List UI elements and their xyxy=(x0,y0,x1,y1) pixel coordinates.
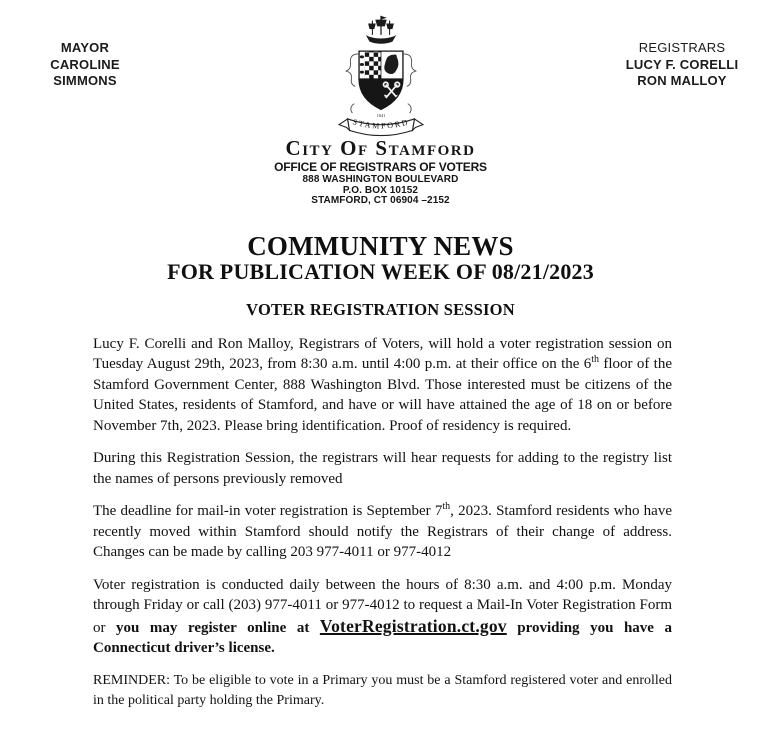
paragraph-daily-hours xyxy=(93,575,672,659)
letterhead xyxy=(0,138,761,207)
registrar-name-2: RON MALLOY xyxy=(637,73,727,88)
voter-registration-link[interactable]: VoterRegistration.ct.gov xyxy=(319,615,507,636)
p3-text-a: The deadline for mail-in voter registration is September 7 xyxy=(93,503,443,519)
page-title: COMMUNITY NEWS xyxy=(247,230,514,261)
p3-ordinal-sup: th xyxy=(442,501,451,512)
p4-bold-tail: providing you have a Connecticut driver’s license. xyxy=(93,619,673,656)
p4-text: Voter registration is conducted daily between the hours of 8:30 a.m. and 4:00 p.m. Monday through Friday or call (203) 977-4011 or 977-4012 to request a Mail-In Voter Registration Form or xyxy=(93,576,672,636)
registrar-name-1: LUCY F. CORELLI xyxy=(625,56,739,72)
stamford-city-seal-icon xyxy=(333,12,429,138)
body-copy xyxy=(0,334,761,712)
mayor-name: CAROLINE SIMMONS xyxy=(50,56,120,88)
registrars-label: REGISTRARS xyxy=(638,40,726,55)
address-street: 888 WASHINGTON BOULEVARD xyxy=(302,174,459,185)
paragraph-registration-session xyxy=(93,334,672,437)
paragraph-mail-in-deadline xyxy=(93,501,672,563)
headline-block xyxy=(0,232,761,319)
p1-text-a: Lucy F. Corelli and Ron Malloy, Registrars of Voters, will hold a voter registration session on Tuesday August 29th, 2023, from 8:30 a.m. until 4:00 p.m. at their office on the 6 xyxy=(93,335,672,372)
paragraph-registry-requests: During this Registration Session, the registrars will hear requests for adding to the registry list the names of persons previously removed xyxy=(93,450,672,487)
seal-banner-text: STAMFORD xyxy=(351,117,410,131)
publication-week: FOR PUBLICATION WEEK OF 08/21/2023 xyxy=(167,258,594,284)
seal-date: 1641 xyxy=(376,113,385,118)
ship-icon xyxy=(365,16,396,44)
reminder-note: REMINDER: To be eligible to vote in a Primary you must be a Stamford registered voter and enrolled in the political party holding the Primary. xyxy=(93,672,672,708)
address-pobox: P.O. BOX 10152 xyxy=(342,184,419,196)
registrars-block xyxy=(611,40,753,90)
office-name: OFFICE OF REGISTRARS OF VOTERS xyxy=(274,160,487,174)
section-title: VOTER REGISTRATION SESSION xyxy=(246,299,515,319)
p3-text-b: , 2023. Stamford residents who have recently moved within Stamford should notify the Registrars of their change of address. Changes can be made by calling 203 977-4011 or 977-4012 xyxy=(93,503,672,560)
shield-quarters xyxy=(359,51,403,110)
org-name: City Of Stamford xyxy=(285,136,476,160)
p1-ordinal-sup: th xyxy=(591,354,600,365)
p1-text-b: floor of the Stamford Government Center, 888 Washington Blvd. Those interested must be citizens of the United States, residents of Stamford, and have or will have attained the age of 18 on or before November 7th, 2023. Please bring identification. Proof of residency is required. xyxy=(93,356,672,434)
p4-bold-text: you may register online at xyxy=(116,619,320,636)
address-city-state-zip: STAMFORD, CT 06904 –2152 xyxy=(311,195,450,206)
mayor-block xyxy=(18,40,152,90)
mayor-label: MAYOR xyxy=(60,40,110,55)
